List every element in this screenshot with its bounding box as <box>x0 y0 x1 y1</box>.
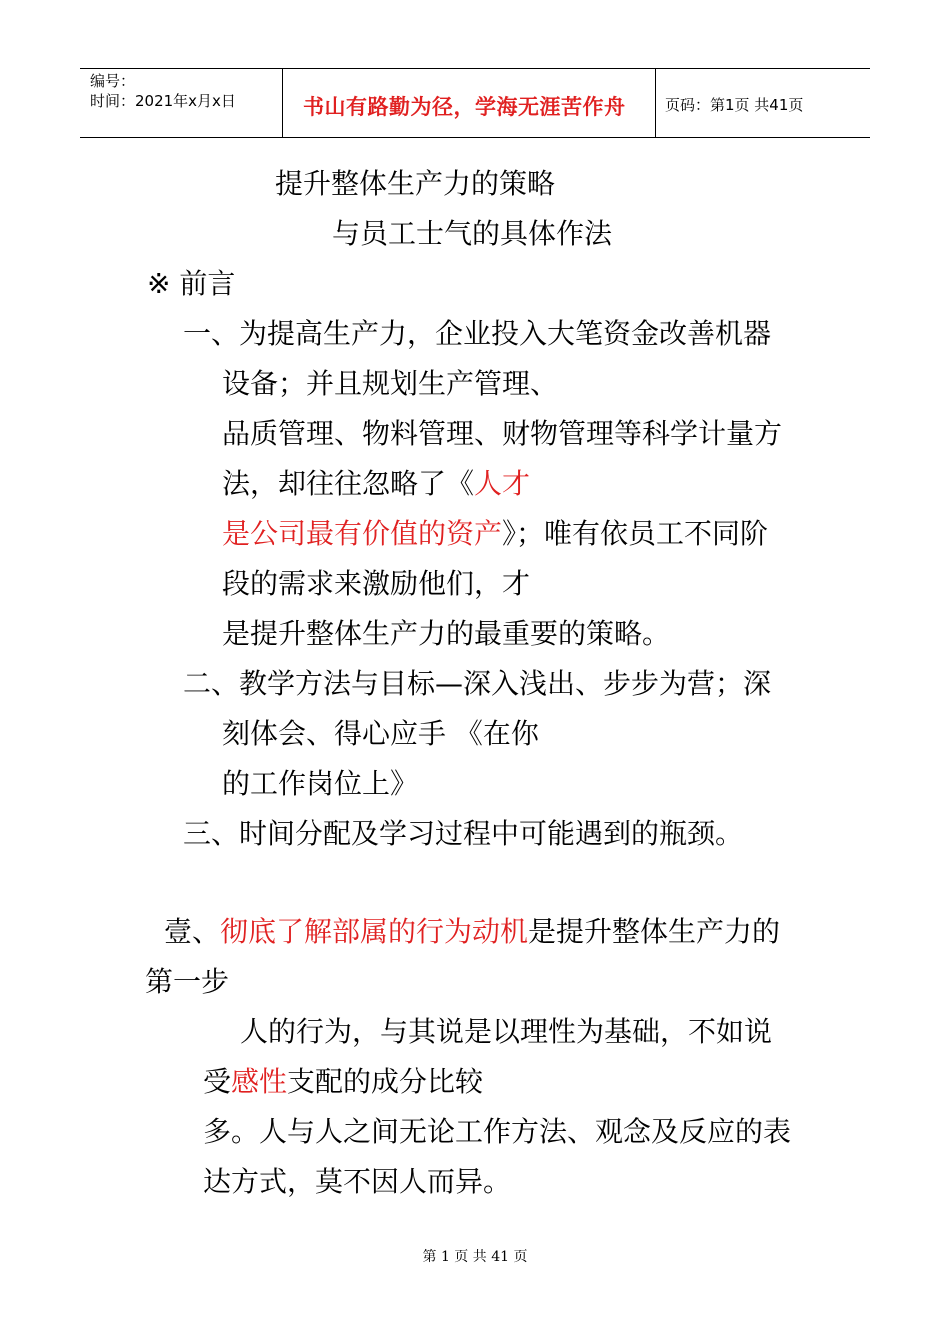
item1-line-4 <box>222 467 530 501</box>
item1-line-6: 段的需求来激励他们，才 <box>222 567 531 600</box>
item1-line-5-highlight: 是公司最有价值的资产 <box>222 517 503 550</box>
title-line-2: 与员工士气的具体作法 <box>332 217 613 250</box>
page-header <box>80 68 870 138</box>
item1-line-4-text: 法，却往往忽略了《 <box>222 467 475 500</box>
section1-highlight: 彻底了解部属的行为动机 <box>220 915 529 948</box>
item3-line-1: 三、时间分配及学习过程中可能遇到的瓶颈。 <box>183 817 744 850</box>
item1-line-7: 是提升整体生产力的最重要的策略。 <box>222 617 671 650</box>
paragraph-line-2-text-a: 受 <box>203 1065 232 1098</box>
motto-text: 书山有路勤为径，学海无涯苦作舟 <box>303 95 626 119</box>
section1-text: 是提升整体生产力的 <box>528 915 781 948</box>
page-footer: 第 1 页 共 41 页 <box>422 1249 528 1265</box>
item1-line-4-highlight: 人才 <box>474 467 531 500</box>
paragraph-line-2-text-b: 支配的成分比较 <box>287 1065 484 1098</box>
section1-number: 壹、 <box>164 915 221 948</box>
section1-heading-line-2: 第一步 <box>145 965 230 998</box>
item1-line-1: 一、为提高生产力，企业投入大笔资金改善机器 <box>183 317 772 350</box>
item2-line-3: 的工作岗位上》 <box>222 767 419 800</box>
date-label: 时间：2021年x月x日 <box>90 92 236 110</box>
item1-line-5-text: 》；唯有依员工不同阶 <box>502 517 769 550</box>
header-meta-cell <box>80 69 282 137</box>
paragraph-line-4: 达方式，莫不因人而异。 <box>203 1165 512 1198</box>
item1-line-5 <box>222 517 768 551</box>
item2-line-2: 刻体会、得心应手 《在你 <box>222 717 539 750</box>
paragraph-line-1: 人的行为，与其说是以理性为基础，不如说 <box>240 1015 773 1048</box>
section1-heading <box>164 915 780 949</box>
item1-line-3: 品质管理、物料管理、财物管理等科学计量方 <box>222 417 783 450</box>
page-info: 页码：第1页 共41页 <box>665 96 804 114</box>
item2-line-1: 二、教学方法与目标—深入浅出、步步为营；深 <box>183 667 772 700</box>
paragraph-line-2-highlight: 感性 <box>231 1065 288 1098</box>
header-motto-cell <box>282 69 656 137</box>
preface-heading: ※ 前言 <box>147 267 236 300</box>
item1-line-2: 设备；并且规划生产管理、 <box>222 367 559 400</box>
paragraph-line-3: 多。人与人之间无论工作方法、观念及反应的表 <box>203 1115 792 1148</box>
paragraph-line-2 <box>203 1065 483 1099</box>
title-line-1: 提升整体生产力的策略 <box>275 167 556 200</box>
header-page-cell <box>655 69 870 137</box>
number-label: 编号： <box>90 72 136 90</box>
